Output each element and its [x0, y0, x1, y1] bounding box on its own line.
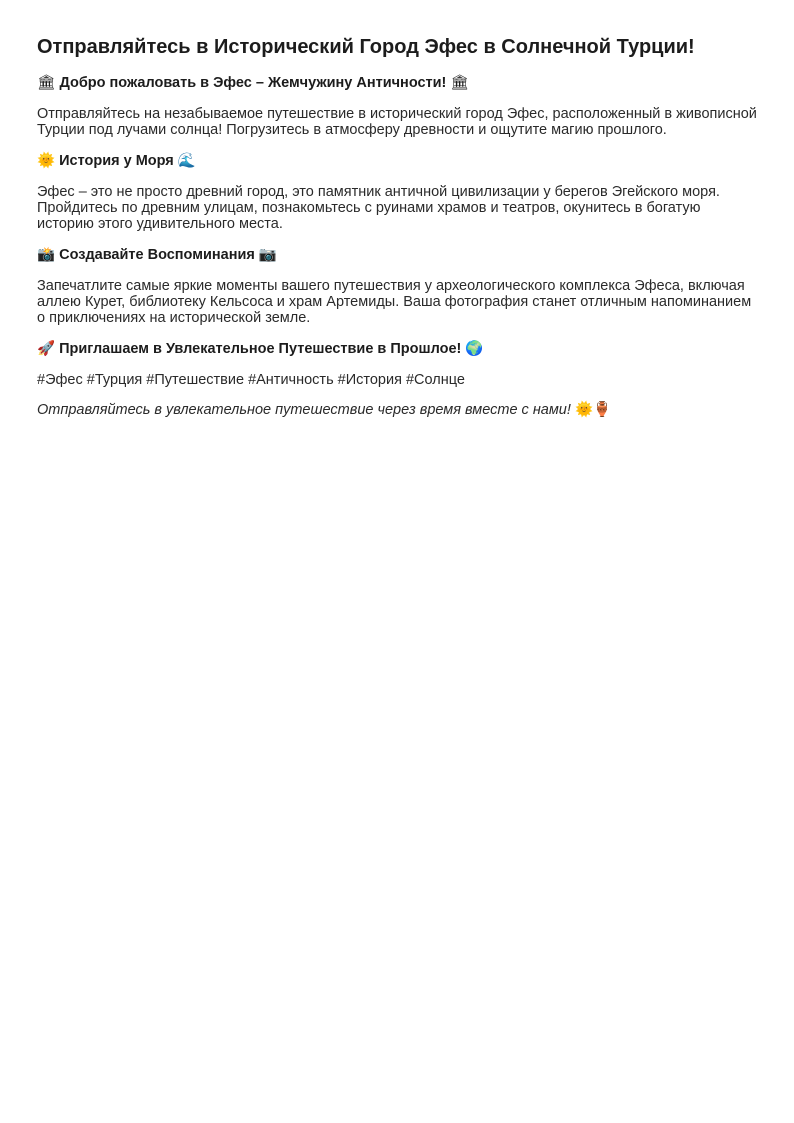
closing-text: Отправляйтесь в увлекательное путешествие через время вместе с нами!	[37, 402, 571, 418]
wave-icon: 🌊	[177, 153, 196, 169]
section-heading-text: Добро пожаловать в Эфес – Жемчужину Античности!	[59, 75, 447, 91]
section-heading-invitation	[37, 340, 757, 358]
section-body-memories: Запечатлите самые яркие моменты вашего путешествия у археологического комплекса Эфеса, включая аллею Курет, библиотеку Кельсоса и храм Артемиды. Ваша фотография станет отличным напоминанием о приключениях на исторической земле.	[37, 278, 752, 326]
globe-icon: 🌍	[465, 341, 484, 357]
camera-icon: 📷	[258, 247, 277, 263]
rocket-icon: 🚀	[37, 341, 56, 357]
closing-line	[37, 402, 757, 418]
section-heading-text: Создавайте Воспоминания	[59, 247, 255, 263]
section-heading-history	[37, 152, 757, 170]
section-heading-text: История у Моря	[59, 153, 174, 169]
section-heading-memories	[37, 246, 757, 264]
section-body-history: Эфес – это не просто древний город, это памятник античной цивилизации у берегов Эгейского моря. Пройдитесь по древним улицам, познакомьтесь с руинами храмов и театров, окунитесь в богатую историю этого удивительного места.	[37, 184, 720, 232]
sun-amphora-icon: 🌞🏺	[574, 402, 612, 418]
classical-building-icon: 🏛	[37, 75, 56, 91]
hashtags: #Эфес #Турция #Путешествие #Античность #История #Солнце	[37, 372, 465, 388]
page-title: Отправляйтесь в Исторический Город Эфес в Солнечной Турции!	[37, 36, 695, 58]
camera-flash-icon: 📸	[37, 247, 56, 263]
sun-icon: 🌞	[37, 153, 56, 169]
section-heading-welcome	[37, 74, 757, 92]
section-body-welcome: Отправляйтесь на незабываемое путешествие в исторический город Эфес, расположенный в живописной Турции под лучами солнца! Погрузитесь в атмосферу древности и ощутите магию прошлого.	[37, 106, 757, 138]
classical-building-icon: 🏛	[450, 75, 469, 91]
section-heading-text: Приглашаем в Увлекательное Путешествие в Прошлое!	[59, 341, 462, 357]
